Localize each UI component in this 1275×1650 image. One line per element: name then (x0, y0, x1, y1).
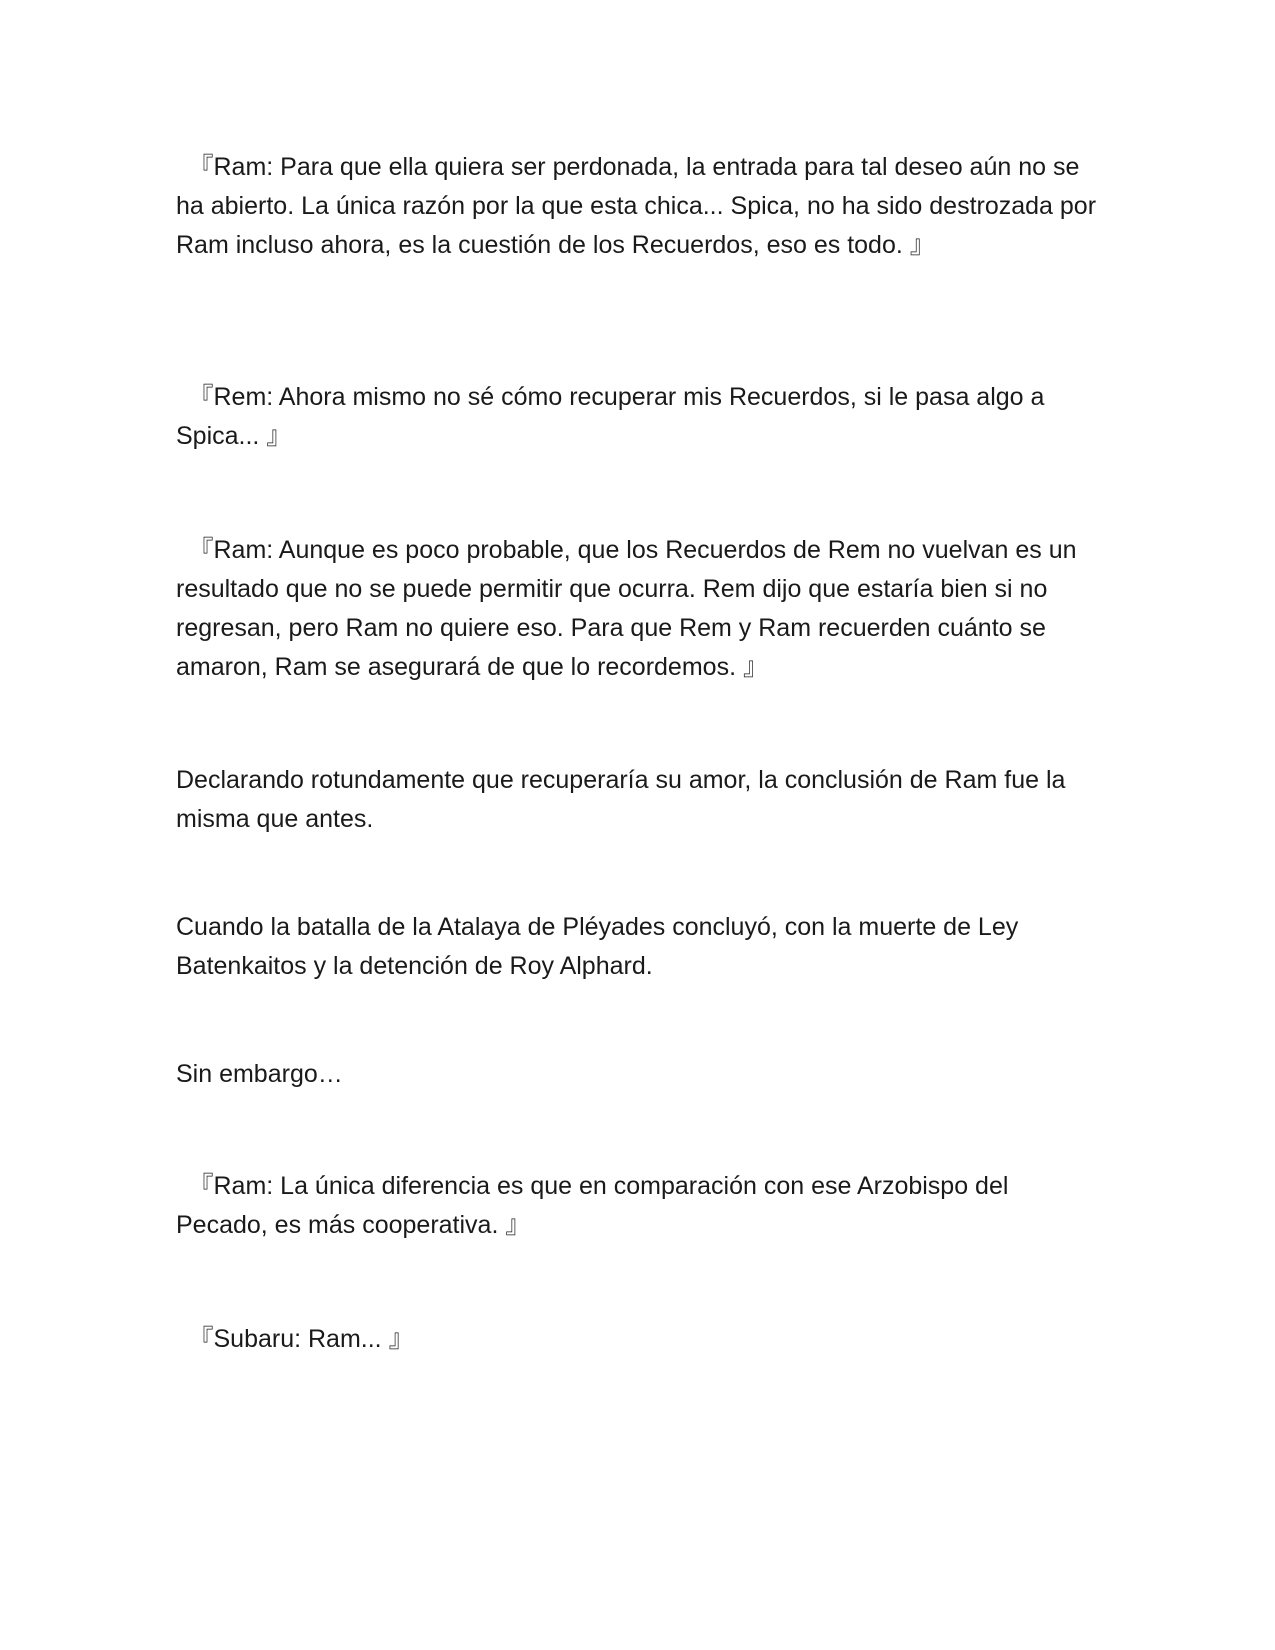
paragraph-rem-memories: 『Rem: Ahora mismo no sé cómo recuperar mis Recuerdos, si le pasa algo a Spica... 』 (176, 383, 1045, 450)
paragraph-ram-difference: 『Ram: La única diferencia es que en comparación con ese Arzobispo del Pecado, es más cooperativa. 』 (176, 1172, 1009, 1239)
paragraph-narration-conclusion: Declarando rotundamente que recuperaría su amor, la conclusión de Ram fue la misma que antes. (176, 766, 1066, 833)
paragraph-ram-forgiveness: 『Ram: Para que ella quiera ser perdonada, la entrada para tal deseo aún no se ha abierto. La única razón por la que esta chica... Spica, no ha sido destrozada por Ram incluso ahora, es la cuestión de los Recuerdos, eso es todo. 』 (176, 153, 1097, 259)
paragraph-narration-however: Sin embargo… (176, 1060, 343, 1088)
paragraph-subaru: 『Subaru: Ram... 』 (176, 1325, 414, 1353)
paragraph-narration-battle: Cuando la batalla de la Atalaya de Pléyades concluyó, con la muerte de Ley Batenkaitos y la detención de Roy Alphard. (176, 913, 1019, 980)
paragraph-ram-memories-return: 『Ram: Aunque es poco probable, que los Recuerdos de Rem no vuelvan es un resultado que no se puede permitir que ocurra. Rem dijo que estaría bien si no regresan, pero Ram no quiere eso. Para que Rem y Ram recuerden cuánto se amaron, Ram se asegurará de que lo recordemos. 』 (176, 536, 1077, 681)
